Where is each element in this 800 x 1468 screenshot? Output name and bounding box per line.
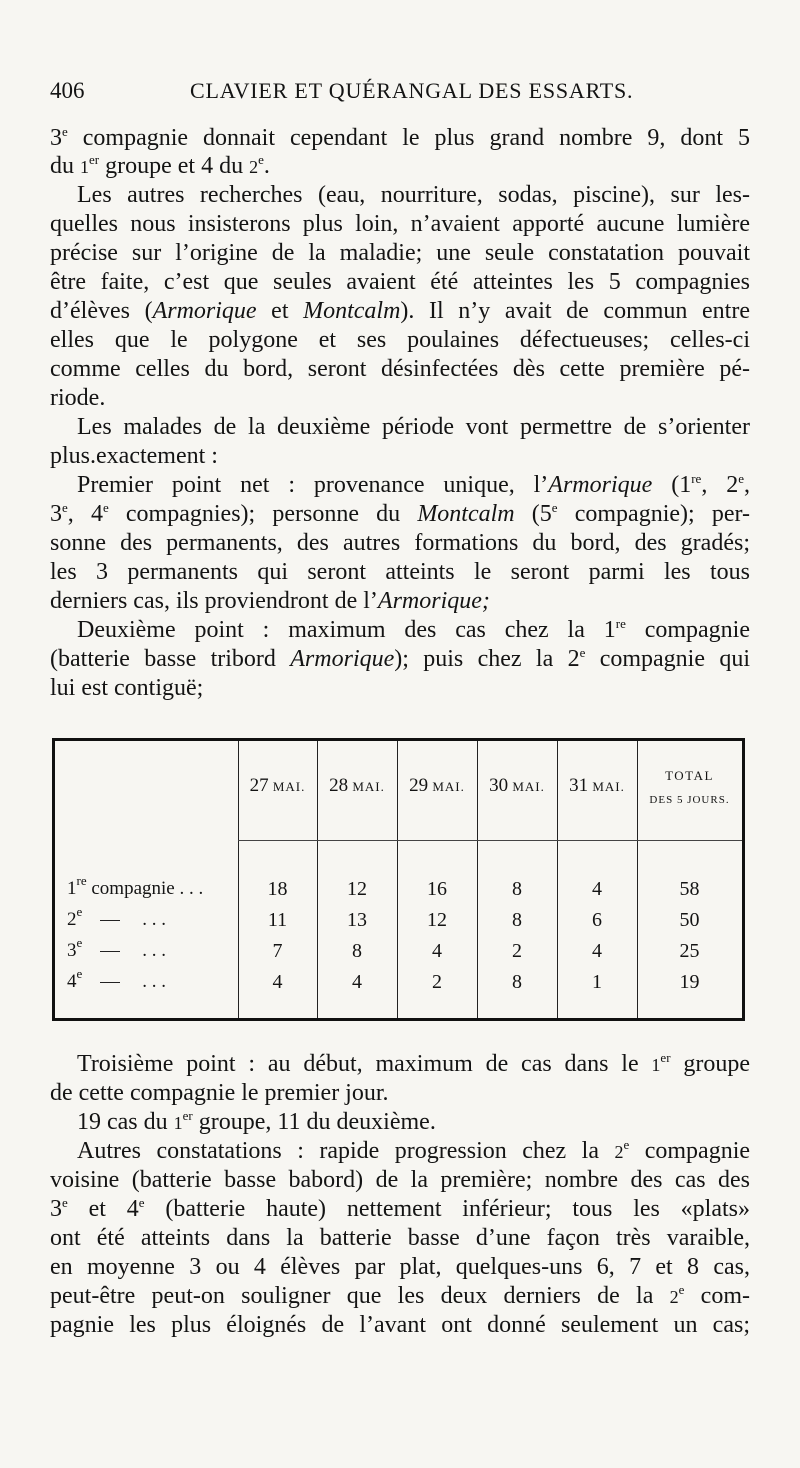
row-label-2e-compagnie: 2e . . . — [67, 904, 167, 930]
table-cell: 8 — [512, 909, 522, 931]
table-cell: 4 — [352, 971, 362, 993]
text-line: être faite, c’est que seules avaient été atteintes les 5 compagnies — [50, 269, 750, 295]
page-number: 406 — [50, 78, 85, 103]
text-line: (batterie basse tribord Armorique); puis chez la 2e compagnie qui — [50, 645, 750, 672]
table-cell: 6 — [592, 909, 602, 931]
text-line: en moyenne 3 ou 4 élèves par plat, quelques-uns 6, 7 et 8 cas, — [50, 1254, 750, 1280]
text-line: d’élèves (Armorique et Montcalm). Il n’y avait de commun entre — [50, 298, 750, 324]
text-line: peut-être peut-on souligner que les deux derniers de la 2e com- — [50, 1282, 750, 1309]
table-cell: 11 — [267, 909, 288, 931]
table-cell: 8 — [512, 878, 522, 900]
text-line: derniers cas, ils proviendront de l’Armorique; — [50, 588, 490, 614]
text-line: Les malades de la deuxième période vont permettre de s’orienter — [77, 414, 750, 440]
text-line: pagnie les plus éloignés de l’avant ont donné seulement un cas; — [50, 1312, 750, 1338]
text-line: Les autres recherches (eau, nourriture, sodas, piscine), sur les- — [77, 182, 750, 208]
text-line: de cette compagnie le premier jour. — [50, 1080, 389, 1106]
text-line: Autres constatations : rapide progression chez la 2e compagnie — [77, 1137, 751, 1164]
table-cell: 12 — [427, 909, 447, 931]
column-header-28-mai: 28 MAI. — [329, 775, 385, 796]
text-line: elles que le polygone et ses poulaines défectueuses; celles-ci — [50, 327, 750, 353]
text-line: quelles nous insisterons plus loin, n’avaient apporté aucune lumière — [50, 211, 750, 237]
text-line: Troisième point : au début, maximum de cas dans le 1er groupe — [77, 1050, 750, 1077]
table-cell-total: 25 — [679, 940, 700, 962]
table-cell: 1 — [592, 971, 602, 993]
table-cell: 4 — [592, 940, 602, 962]
text-line: plus.exactement : — [50, 443, 218, 469]
text-line: sonne des permanents, des autres formations du bord, des gradés; — [50, 530, 750, 556]
table-cell: 8 — [512, 971, 522, 993]
text-line: comme celles du bord, seront désinfectées dès cette première pé- — [50, 356, 750, 382]
column-header-27-mai: 27 MAI. — [249, 775, 306, 796]
text-line: 3e compagnie donnait cependant le plus grand nombre 9, dont 5 — [50, 124, 750, 151]
table-cell: 8 — [352, 940, 362, 962]
text-line: riode. — [50, 385, 106, 411]
text-line: 3e et 4e (batterie haute) nettement inférieur; tous les «plats» — [50, 1195, 750, 1222]
table-cell: 7 — [272, 940, 283, 962]
row-label-4e-compagnie: 4e . . . — [67, 966, 167, 992]
text-line: les 3 permanents qui seront atteints le seront parmi les tous — [50, 559, 750, 585]
cases-table — [52, 738, 745, 1021]
text-line: 3e, 4e compagnies); personne du Montcalm (5e compagnie); per- — [50, 500, 750, 527]
table-cell: 16 — [427, 878, 447, 900]
column-header-30-mai: 30 MAI. — [489, 775, 545, 796]
table-cell: 4 — [272, 971, 283, 993]
table-cell-total: 19 — [679, 971, 700, 993]
text-line: du 1er groupe et 4 du 2e. — [50, 152, 270, 179]
text-line: lui est contiguë; — [50, 675, 204, 701]
text-line: ont été atteints dans la batterie basse d’une façon très varaible, — [50, 1225, 750, 1251]
page-header — [50, 78, 750, 112]
text-line: Premier point net : provenance unique, l’Armorique (1re, 2e, — [77, 471, 750, 498]
table-cell: 4 — [432, 940, 442, 962]
text-line: 19 cas du 1er groupe, 11 du deuxième. — [77, 1108, 436, 1135]
text-line: voisine (batterie basse babord) de la première; nombre des cas des — [50, 1167, 750, 1193]
column-header-29-mai: 29 MAI. — [409, 775, 465, 796]
table-cell-total: 50 — [679, 909, 700, 931]
column-header-31-mai: 31 MAI. — [569, 775, 625, 796]
table-cell: 18 — [267, 878, 288, 900]
table-cell: 12 — [347, 878, 367, 900]
text-line: Deuxième point : maximum des cas chez la 1re compagnie — [77, 616, 750, 643]
column-header-total: TOTAL — [665, 768, 714, 783]
row-label-3e-compagnie: 3e . . . — [67, 935, 167, 961]
table-cell: 4 — [592, 878, 602, 900]
table-cell: 2 — [512, 940, 522, 962]
table-cell: 13 — [347, 909, 367, 931]
table-cell-total: 58 — [679, 878, 700, 900]
table-cell: 2 — [432, 971, 442, 993]
column-header-total-sub: DES 5 JOURS. — [649, 794, 730, 806]
text-line: précise sur l’origine de la maladie; une seule constatation pouvait — [50, 240, 750, 266]
running-title: CLAVIER ET QUÉRANGAL DES ESSARTS. — [190, 78, 634, 103]
row-label-1re-compagnie: 1re compagnie . . . — [67, 873, 204, 899]
